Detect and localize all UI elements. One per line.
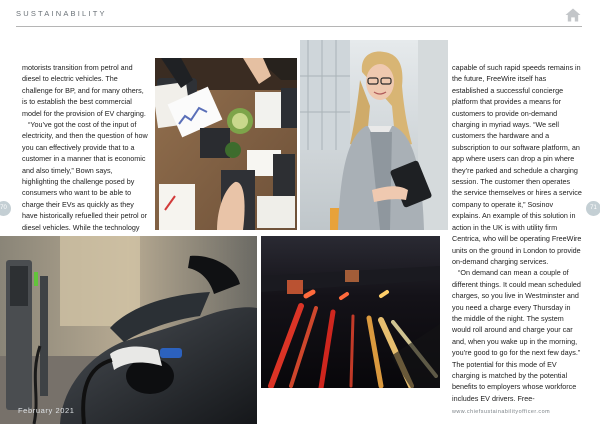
page-number-left: 70 (0, 201, 11, 216)
paragraph: capable of such rapid speeds remains in the future, FreeWire itself has established a successful concierge platform that provides a means for customers to provide on-demand charging in myriad ways. “We sell customers the hardware and a subscription to our software platform, an app where users can drop a pin where they’re parked and schedule a charging session. The customer then operates the service themselves or hires a service company to operate it,” Sosinov explains. An example of this solution in action in the UK is with utility firm Centrica, who will be operating FreeWire units on the ground in London to provide on-demand charging services. (452, 63, 582, 266)
paragraph: “You’ve got the cost of the input of electricity, and then the question of how you can effectively provide that to a customer in a manner that is economic and also timely,” Bown says, highlighting the challenge posed by consumers who want to be able to charge their EVs as quickly as they have historically refuelled their petrol or diesel vehicles. While the technology (22, 120, 148, 232)
issue-date: February 2021 (18, 406, 75, 415)
page-number-right: 71 (586, 201, 600, 216)
business-meeting-photo (155, 58, 297, 230)
ev-charging-photo (0, 236, 257, 424)
article-column-right (452, 62, 582, 404)
article-column-left (22, 62, 150, 233)
businesswoman-photo (300, 40, 448, 230)
home-icon[interactable] (565, 8, 581, 22)
section-label: SUSTAINABILITY (16, 9, 107, 18)
paragraph: “On demand can mean a couple of different things. It could mean scheduled charges, so you live in Westminster and you need a charge every Thursday in the middle of the night. The system would roll around and charge your car and, when you wake up in the morning, you’re good to go for the next few days.” The potential for this mode of EV charging is matched by the potential benefits to employers whose workforce includes EV drivers. Free- (452, 268, 581, 403)
website-url[interactable]: www.chiefsustainabilityofficer.com (452, 409, 551, 415)
paragraph: motorists transition from petrol and diesel to electric vehicles. The challenge for BP, and for many others, is to establish the best commercial model for the provision of EV charging. (22, 63, 146, 118)
header-rule (16, 26, 582, 27)
night-traffic-photo (261, 236, 440, 388)
